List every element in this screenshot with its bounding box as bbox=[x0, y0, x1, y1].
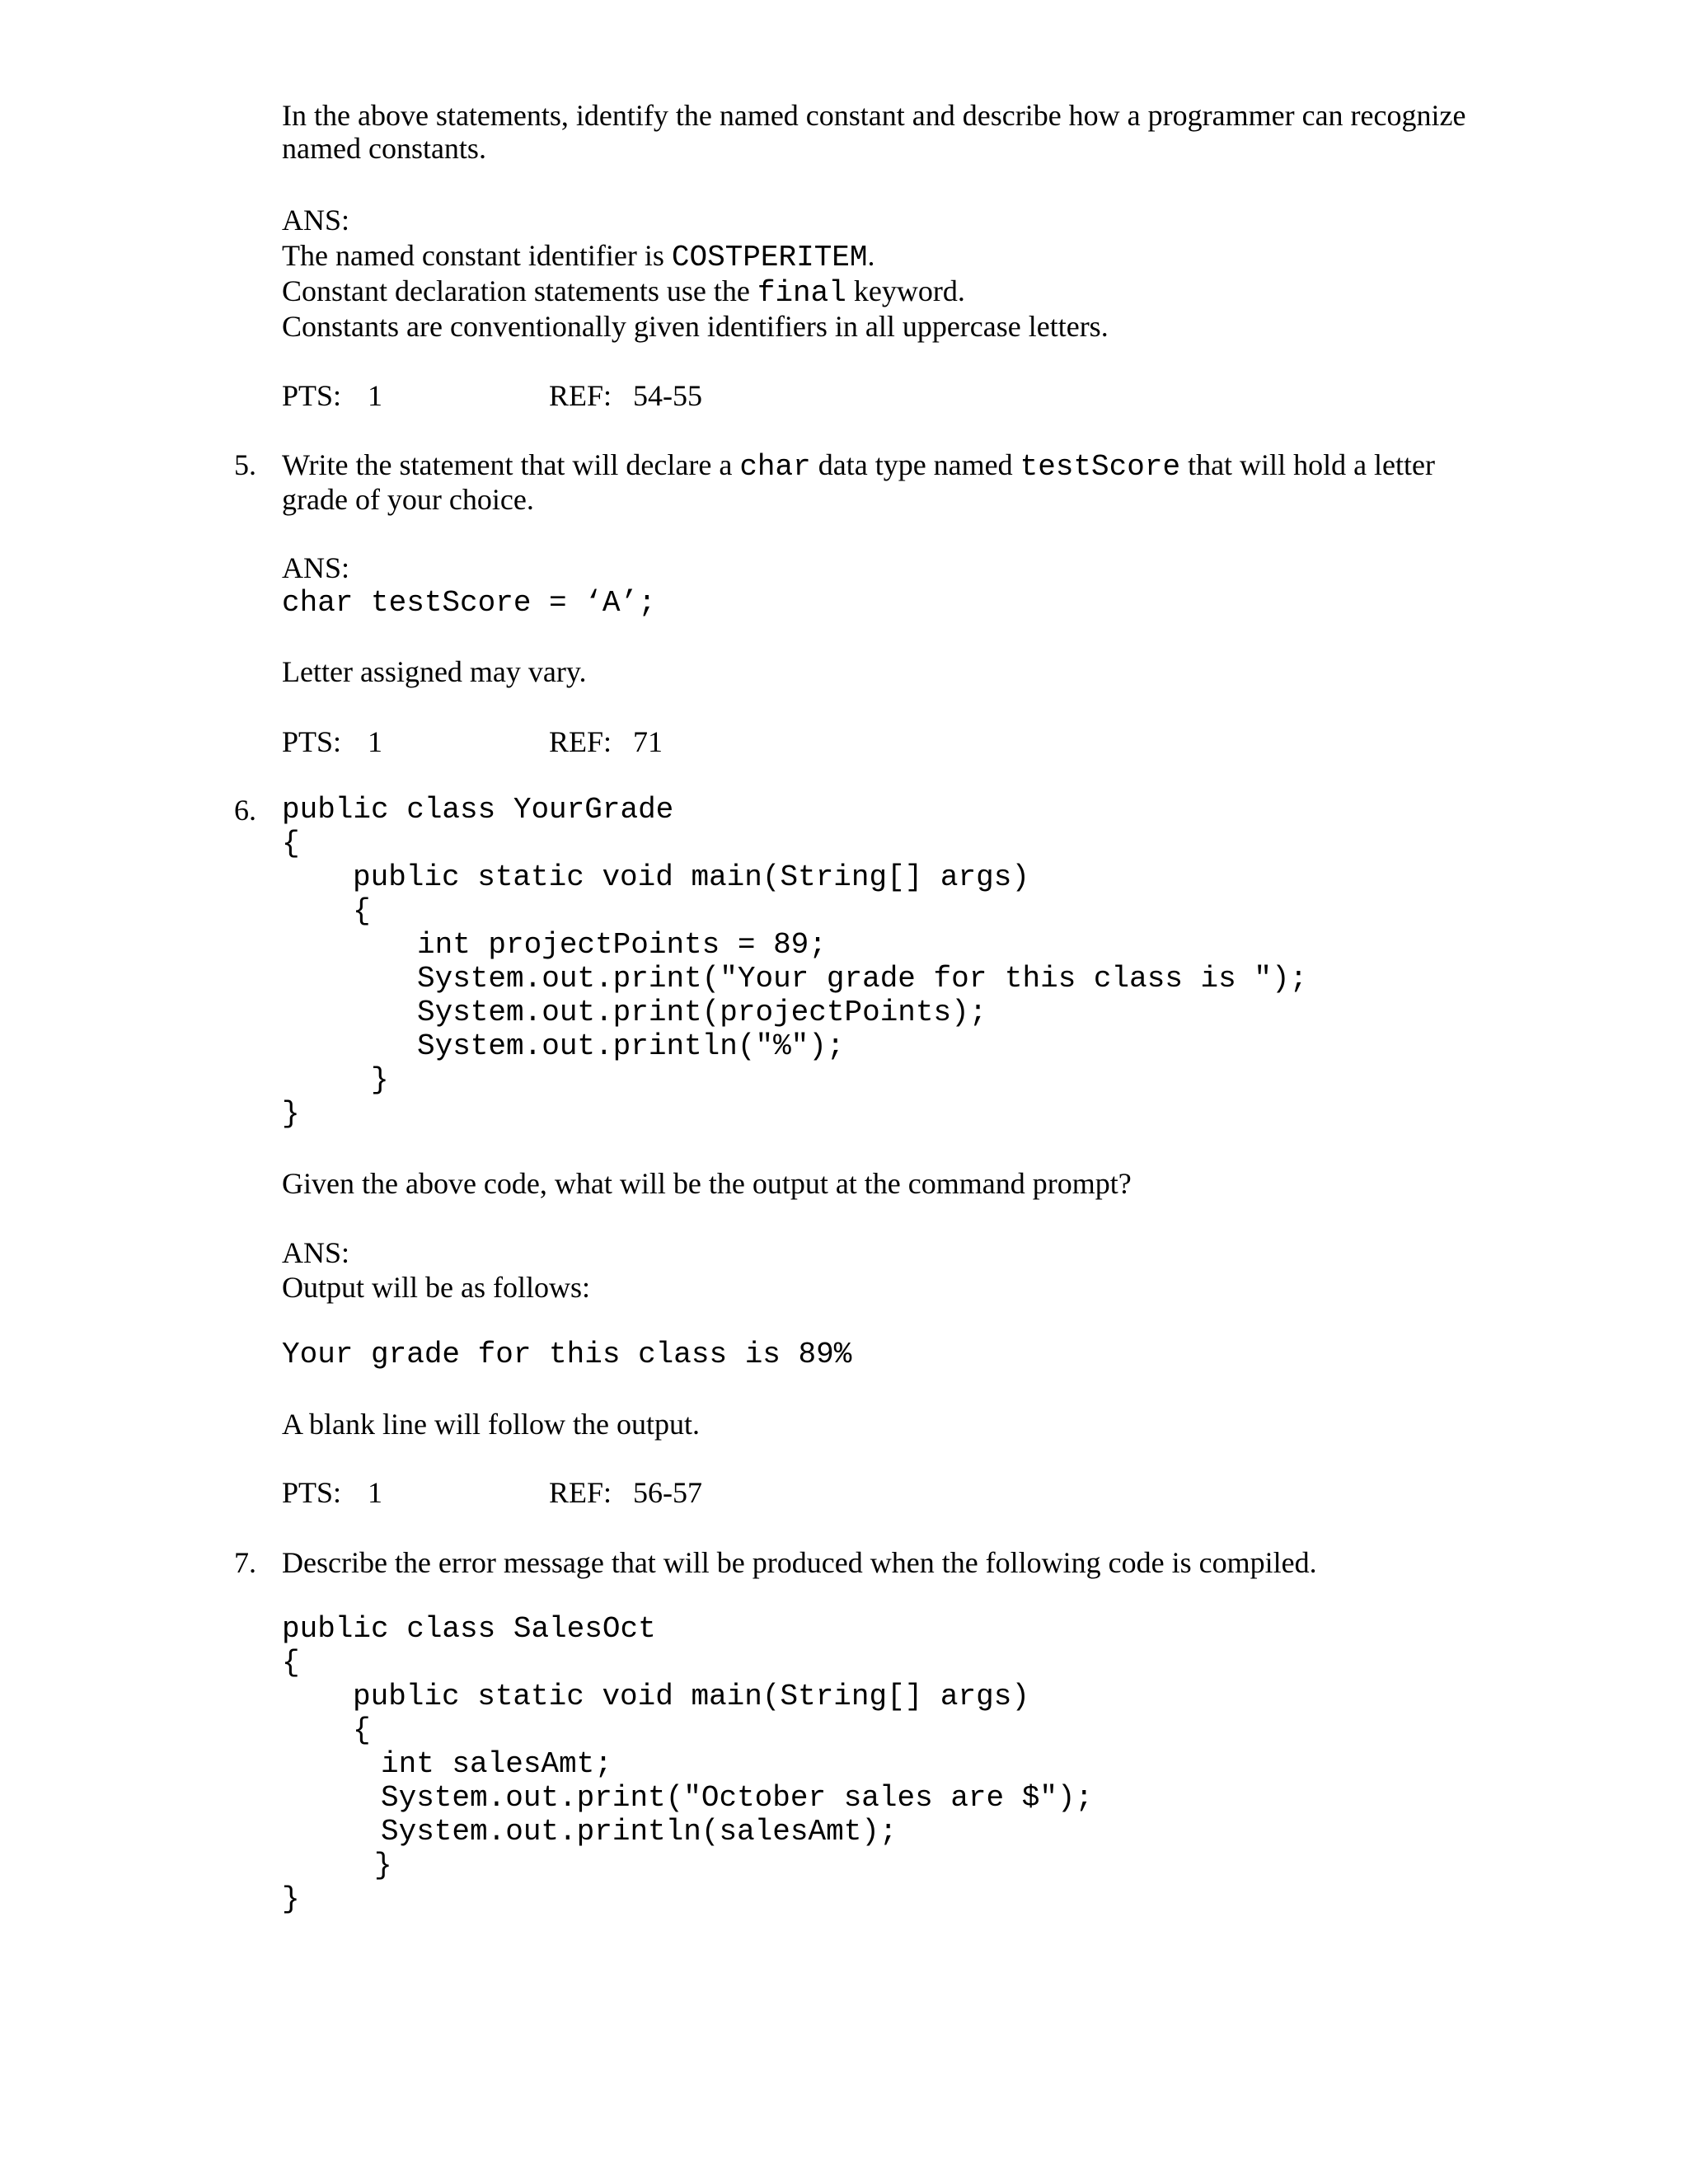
q5-question-line-1: Write the statement that will declare a char data type named testScore that will hold a letter bbox=[282, 448, 1435, 484]
code-line: { bbox=[353, 894, 371, 928]
q6-output: Your grade for this class is 89% bbox=[282, 1338, 852, 1371]
inline-code: char bbox=[739, 450, 811, 484]
q6-ans-label: ANS: bbox=[282, 1236, 350, 1269]
inline-code: final bbox=[757, 276, 846, 310]
q4-answer-line-1: The named constant identifier is COSTPERITEM. bbox=[282, 239, 875, 274]
inline-code: testScore bbox=[1020, 450, 1181, 484]
q4-question-line-1: In the above statements, identify the named constant and describe how a programmer can recognize bbox=[282, 99, 1466, 132]
code-line: int salesAmt; bbox=[381, 1747, 612, 1781]
q5-ans-label: ANS: bbox=[282, 551, 350, 584]
q6-number: 6. bbox=[234, 794, 256, 827]
code-line: public class YourGrade bbox=[282, 793, 674, 827]
q5-number: 5. bbox=[234, 448, 256, 481]
q4-answer-line-2: Constant declaration statements use the final keyword. bbox=[282, 274, 965, 310]
q4-answer-line-3: Constants are conventionally given identifiers in all uppercase letters. bbox=[282, 310, 1109, 343]
code-line: System.out.println(salesAmt); bbox=[381, 1815, 898, 1849]
q5-answer-code: char testScore = ‘A’; bbox=[282, 586, 656, 620]
q4-ref-value: 54-55 bbox=[633, 379, 702, 412]
code-line: System.out.print("Your grade for this class is "); bbox=[417, 962, 1308, 996]
q6-question: Given the above code, what will be the output at the command prompt? bbox=[282, 1167, 1132, 1200]
q4-pts-value: 1 bbox=[368, 379, 382, 412]
code-line: public static void main(String[] args) bbox=[353, 1680, 1029, 1713]
q5-note: Letter assigned may vary. bbox=[282, 655, 587, 688]
q5-pts-value: 1 bbox=[368, 725, 382, 758]
q6-ref-label: REF: bbox=[549, 1476, 612, 1509]
q5-pts-label: PTS: bbox=[282, 725, 342, 758]
code-line: public class SalesOct bbox=[282, 1612, 656, 1646]
code-line: { bbox=[282, 827, 300, 860]
code-line: int projectPoints = 89; bbox=[417, 928, 827, 962]
q6-pts-label: PTS: bbox=[282, 1476, 342, 1509]
code-line: public static void main(String[] args) bbox=[353, 860, 1029, 894]
q6-pts-value: 1 bbox=[368, 1476, 382, 1509]
q4-question-line-2: named constants. bbox=[282, 132, 486, 165]
inline-code: COSTPERITEM bbox=[671, 241, 868, 274]
q7-question: Describe the error message that will be produced when the following code is compiled. bbox=[282, 1546, 1317, 1579]
code-line: } bbox=[371, 1063, 389, 1097]
q4-pts-label: PTS: bbox=[282, 379, 342, 412]
code-line: { bbox=[353, 1713, 371, 1747]
code-line: } bbox=[282, 1882, 300, 1916]
code-line: System.out.println("%"); bbox=[417, 1029, 845, 1063]
code-line: System.out.print(projectPoints); bbox=[417, 996, 987, 1029]
code-line: { bbox=[282, 1646, 300, 1680]
code-line: System.out.print("October sales are $"); bbox=[381, 1781, 1094, 1815]
q5-ref-value: 71 bbox=[633, 725, 663, 758]
q5-question-line-2: grade of your choice. bbox=[282, 483, 534, 516]
code-line: } bbox=[282, 1097, 300, 1131]
code-line: } bbox=[374, 1849, 392, 1882]
q6-ans-intro: Output will be as follows: bbox=[282, 1271, 590, 1304]
q6-ref-value: 56-57 bbox=[633, 1476, 702, 1509]
q5-ref-label: REF: bbox=[549, 725, 612, 758]
q4-ref-label: REF: bbox=[549, 379, 612, 412]
q4-ans-label: ANS: bbox=[282, 204, 350, 237]
q7-number: 7. bbox=[234, 1546, 256, 1579]
q6-note: A blank line will follow the output. bbox=[282, 1408, 700, 1441]
